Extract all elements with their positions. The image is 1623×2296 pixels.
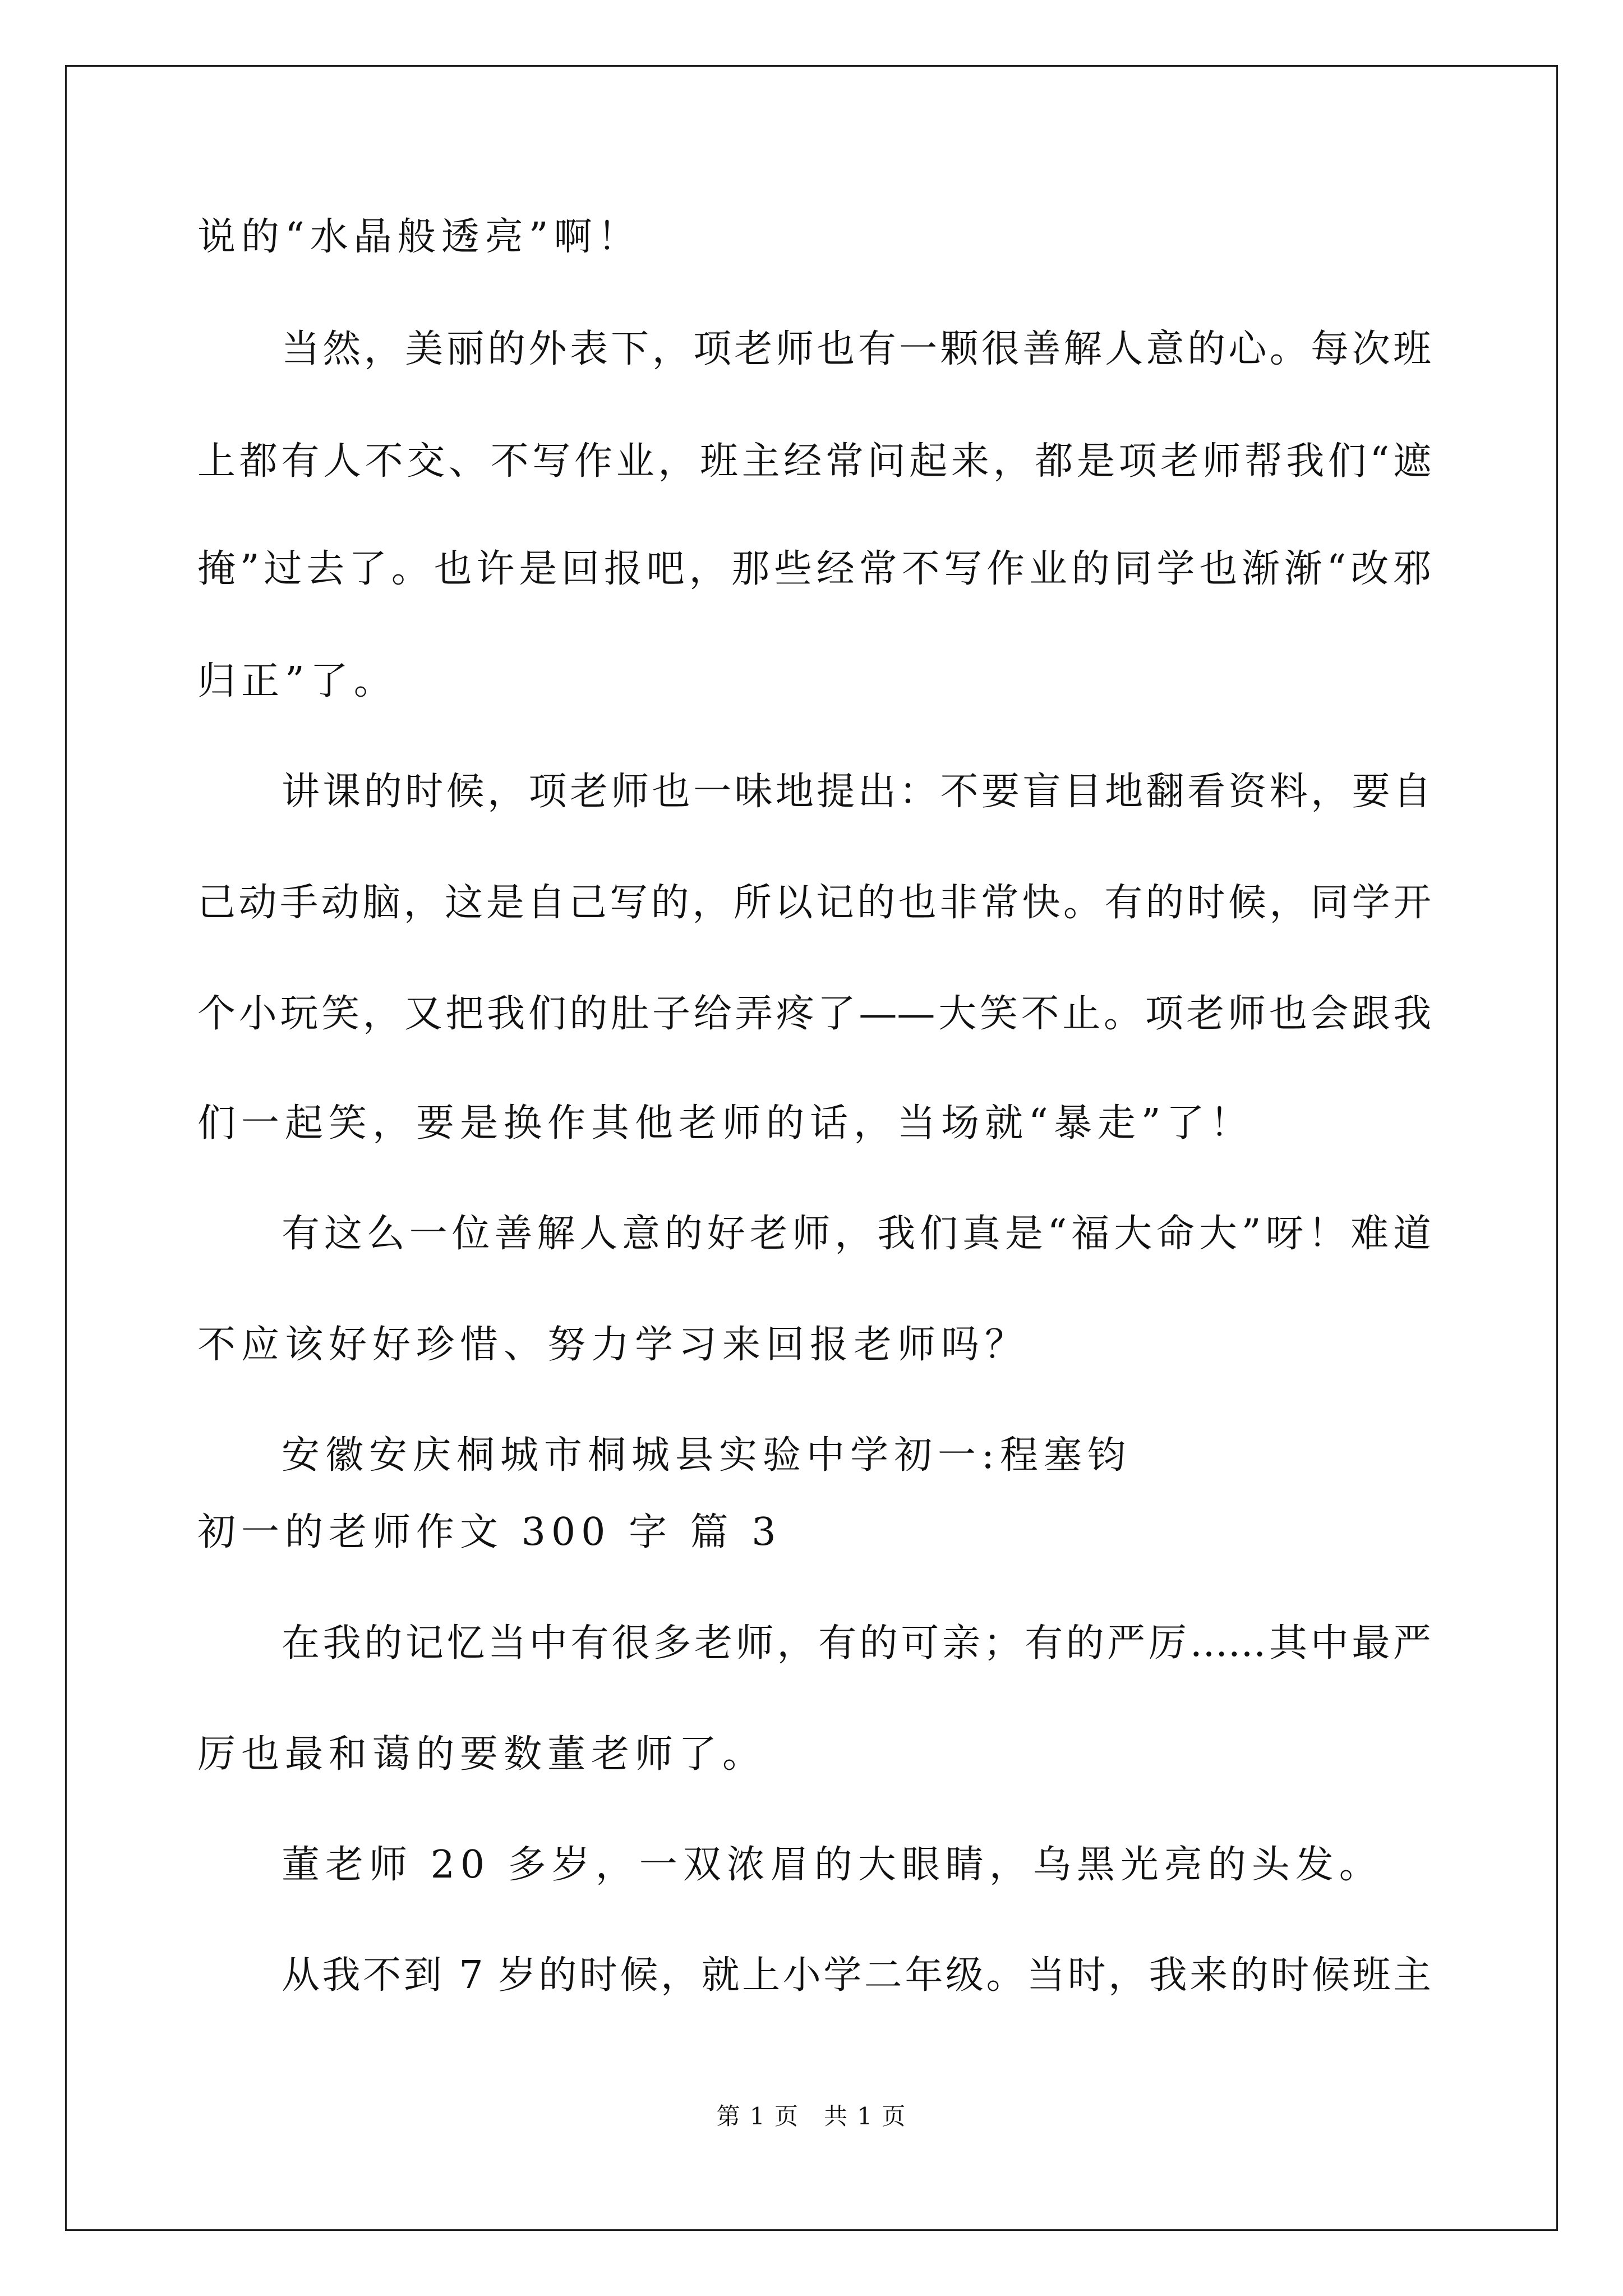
text-line-1: 说的“水晶般透亮”啊！ [197, 215, 642, 259]
text-line-5: 归正”了。 [197, 659, 398, 703]
text-line-8: 个小玩笑，又把我们的肚子给弄疼了——大笑不止。项老师也会跟我 [197, 992, 1431, 1036]
text-line-16: 从我不到 7 岁的时候，就上小学二年级。当时，我来的时候班主 [282, 1953, 1431, 1998]
text-line-10: 有这么一位善解人意的好老师，我们真是“福大命大”呀！难道 [282, 1212, 1431, 1256]
text-line-11: 不应该好好珍惜、努力学习来回报老师吗？ [197, 1323, 1029, 1367]
page-border [65, 65, 1558, 2231]
text-line-13: 在我的记忆当中有很多老师，有的可亲；有的严厉……其中最严 [282, 1621, 1431, 1665]
text-line-3: 上都有人不交、不写作业，班主经常问起来，都是项老师帮我们“遮 [197, 439, 1431, 484]
text-line-2: 当然，美丽的外表下，项老师也有一颗很善解人意的心。每次班 [282, 327, 1431, 371]
text-line-6: 讲课的时候，项老师也一味地提出：不要盲目地翻看资料，要自 [282, 770, 1431, 814]
page-footer [0, 2102, 1623, 2131]
text-line-4: 掩”过去了。也许是回报吧，那些经常不写作业的同学也渐渐“改邪 [197, 547, 1431, 591]
page-number: 第 1 页 [716, 2102, 799, 2130]
text-line-12: 安徽安庆桐城市桐城县实验中学初一:程塞钧 [282, 1433, 1131, 1478]
text-line-7: 己动手动脑，这是自己写的，所以记的也非常快。有的时候，同学开 [197, 881, 1431, 925]
page-total: 共 1 页 [824, 2102, 907, 2130]
section-heading: 初一的老师作文 300 字 篇 3 [197, 1510, 782, 1554]
text-line-15: 董老师 20 多岁，一双浓眉的大眼睛，乌黑光亮的头发。 [282, 1843, 1383, 1887]
text-line-9: 们一起笑，要是换作其他老师的话，当场就“暴走”了！ [197, 1101, 1254, 1145]
text-line-14: 厉也最和蔼的要数董老师了。 [197, 1732, 767, 1777]
